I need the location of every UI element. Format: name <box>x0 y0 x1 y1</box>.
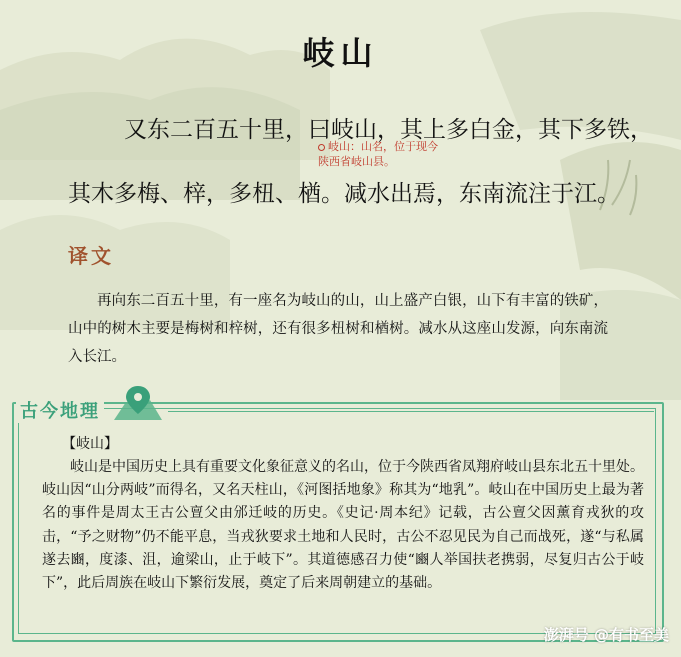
annotation-note <box>318 139 438 169</box>
page-title: 岐山 <box>302 34 379 72</box>
annotation-line-2: 陕西省岐山县。 <box>318 155 395 168</box>
watermark: 澎湃号 @有书至美 <box>543 626 669 644</box>
annotation-line-1: 岐山：山名，位于现今 <box>318 139 438 154</box>
geography-entry-title: 【岐山】 <box>62 436 118 452</box>
original-text-line-2: 其木多梅、梓，多杻、楢。减水出焉，东南流注于江。 <box>68 181 620 207</box>
translation-text: 再向东二百五十里，有一座名为岐山的山，山上盛产白银，山下有丰富的铁矿，山中的树木主要是梅树和梓树，还有很多杻树和楢树。减水从这座山发源，向东南流入长江。 <box>68 293 608 365</box>
geography-entry-text: 岐山是中国历史上具有重要文化象征意义的名山，位于今陕西省凤翔府岐山县东北五十里处。岐山因“山分两岐”而得名，又名天柱山，《河图括地象》称其为“地乳”。岐山在中国历史上最为著名的事件是周太王古公亶父由邠迁岐的历史。《史记·周本纪》记载，古公亶父因薰育戎狄的攻击，“予之财物”仍不能平息，当戎狄要求土地和人民时，古公不忍见民为自己而战死，遂“与私属遂去豳，度漆、沮，逾梁山，止于岐下”。其道德感召力使“豳人举国扶老携弱，尽复归古公于岐下”，此后周族在岐山下繁衍发展，奠定了后来周朝建立的基础。 <box>42 459 644 592</box>
map-pin-icon <box>110 384 166 424</box>
original-text-line-1: 又东二百五十里，曰岐山，其上多白金，其下多铁， <box>124 117 653 143</box>
geography-heading-divider <box>168 411 654 412</box>
translation-heading: 译文 <box>68 244 114 268</box>
geography-heading: 古今地理 <box>16 397 104 423</box>
annotation-marker-icon <box>318 144 325 151</box>
